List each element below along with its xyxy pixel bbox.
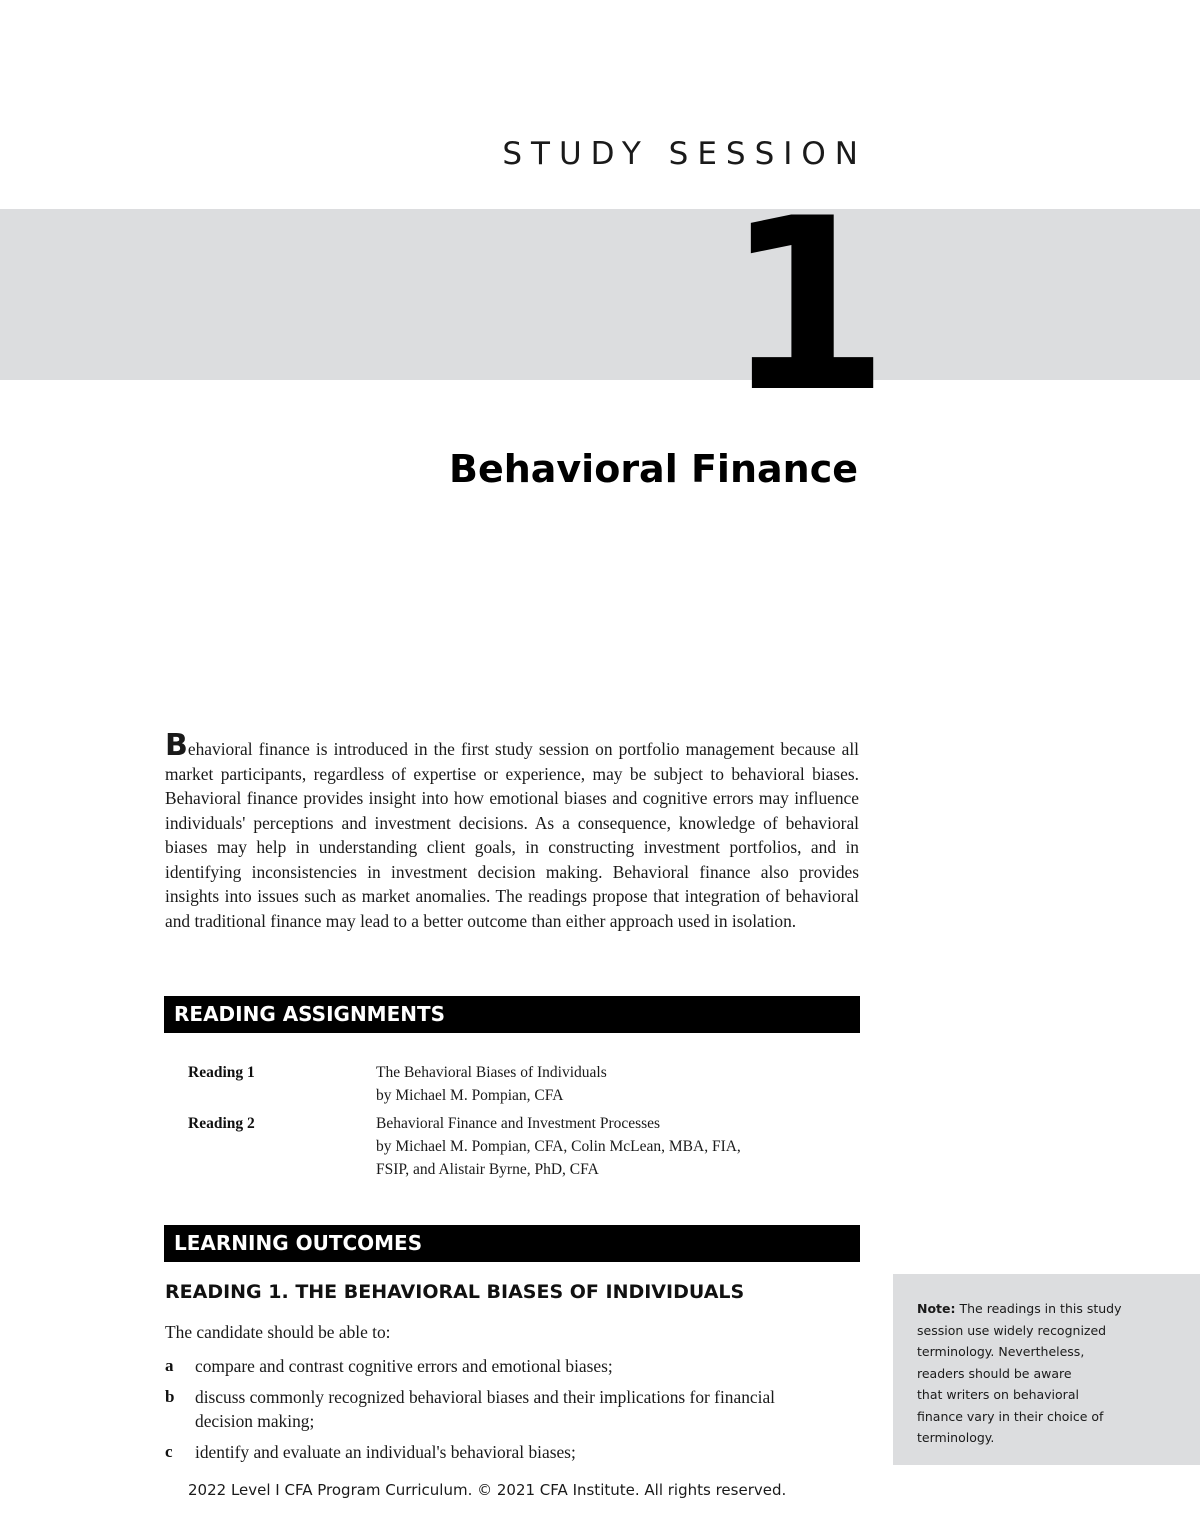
outcome-item: [165, 1440, 825, 1464]
reading-authors: by Michael M. Pompian, CFA, Colin McLean, MBA, FIA,: [376, 1138, 741, 1155]
reading-title: The Behavioral Biases of Individuals: [376, 1064, 607, 1081]
reading-label: Reading 2: [188, 1115, 255, 1132]
reading-item: [188, 1112, 828, 1181]
note-text: The readings in this study: [959, 1301, 1122, 1316]
note-line: session use widely recognized: [917, 1322, 1107, 1338]
learning-outcomes-heading: LEARNING OUTCOMES: [164, 1225, 860, 1262]
outcome-item: [165, 1385, 825, 1433]
note-line: terminology.: [917, 1430, 995, 1445]
note-line: [917, 1298, 1180, 1320]
outcome-text: identify and evaluate an individual's behavioral biases;: [195, 1442, 576, 1462]
reading-authors: by Michael M. Pompian, CFA: [376, 1087, 564, 1104]
page-title: Behavioral Finance: [448, 447, 858, 491]
outcome-text: compare and contrast cognitive errors and emotional biases;: [195, 1356, 613, 1376]
outcome-letter: a: [165, 1356, 174, 1375]
reading-authors-continued: FSIP, and Alistair Byrne, PhD, CFA: [376, 1161, 599, 1178]
note-line: that writers on behavioral: [917, 1387, 1079, 1402]
terminology-note: [893, 1274, 1200, 1465]
session-number: 1: [724, 168, 890, 445]
outcome-letter: c: [165, 1442, 173, 1461]
reading-item: [188, 1061, 828, 1107]
outcome-text: discuss commonly recognized behavioral biases and their implications for financial decision making;: [195, 1387, 775, 1431]
session-number-band: [0, 209, 1200, 380]
intro-dropcap: B: [165, 728, 188, 763]
outcomes-intro: The candidate should be able to:: [165, 1322, 391, 1342]
outcomes-list: [165, 1354, 825, 1471]
study-session-label: STUDY SESSION: [502, 136, 867, 172]
note-line: terminology. Nevertheless,: [917, 1344, 1085, 1359]
reading-1-outcomes-heading: READING 1. THE BEHAVIORAL BIASES OF INDIVIDUALS: [165, 1281, 745, 1303]
note-label: Note:: [917, 1301, 956, 1316]
note-line: finance vary in their choice of: [917, 1408, 1104, 1424]
intro-text: ehavioral finance is introduced in the first study session on portfolio management because all market participants, regardless of expertise or experience, may be subject to behavioral biases. Behavioral finance provides insight into how emotional biases and cognitive errors may influence individuals' perceptions and investment decisions. As a consequence, knowledge of behavioral biases may help in understanding client goals, in constructing investment portfolios, and in identifying inconsistencies in investment decision making. Behavioral finance also provides insights into issues such as market anomalies. The readings propose that integration of behavioral and traditional finance may lead to a better outcome than either approach used in isolation.: [165, 739, 859, 931]
reading-label: Reading 1: [188, 1064, 255, 1081]
reading-assignments-heading: READING ASSIGNMENTS: [164, 996, 860, 1033]
reading-assignments-list: [188, 1061, 828, 1186]
reading-title: Behavioral Finance and Investment Processes: [376, 1115, 661, 1132]
outcome-letter: b: [165, 1387, 175, 1406]
reading-description: [376, 1112, 741, 1181]
copyright-footer: 2022 Level I CFA Program Curriculum. © 2021 CFA Institute. All rights reserved.: [188, 1481, 787, 1499]
intro-paragraph: [165, 728, 859, 933]
outcome-item: [165, 1354, 825, 1378]
reading-description: [376, 1061, 607, 1107]
note-line: readers should be aware: [917, 1365, 1072, 1381]
